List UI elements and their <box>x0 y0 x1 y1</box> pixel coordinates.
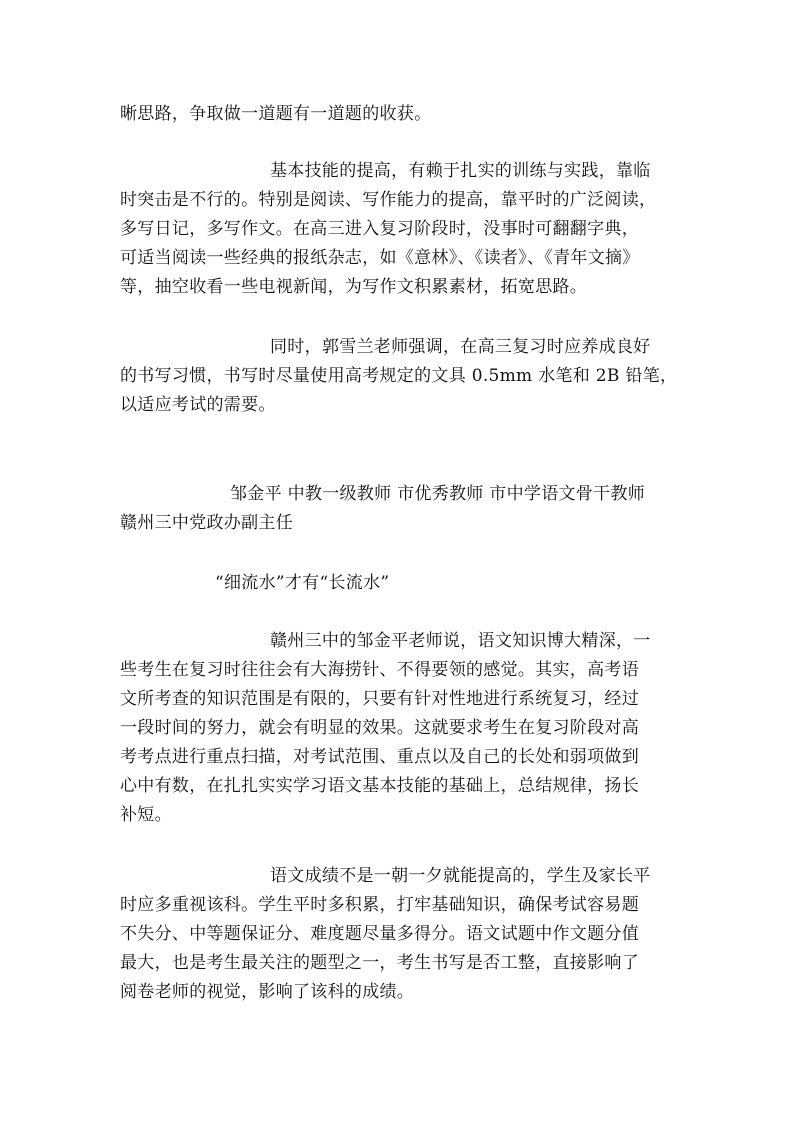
text-line: 的书写习惯，书写时尽量使用高考规定的文具 0.5mm 水笔和 2B 铅笔， <box>120 366 678 386</box>
text-line: 可适当阅读一些经典的报纸杂志，如《意林》、《读者》、《青年文摘》 <box>120 248 640 268</box>
teacher-position: 赣州三中党政办副主任 <box>120 513 293 533</box>
text-line: 同时，郭雪兰老师强调，在高三复习时应养成良好 <box>270 337 651 357</box>
text-line: 晰思路，争取做一道题有一道题的收获。 <box>120 104 432 124</box>
text-line: 补短。 <box>120 805 172 825</box>
text-line: 考考点进行重点扫描，对考试范围、重点以及自己的长处和弱项做到 <box>120 747 639 767</box>
text-line: 等，抽空收看一些电视新闻，为写作文积累素材，拓宽思路。 <box>120 277 588 297</box>
text-line: 语文成绩不是一朝一夕就能提高的，学生及家长平 <box>270 866 651 886</box>
paragraph-basic-skills <box>120 157 680 302</box>
section-title-block <box>120 569 680 598</box>
text-line: 文所考查的知识范围是有限的，只要有针对性地进行系统复习，经过 <box>120 689 639 709</box>
teacher-header <box>120 480 680 538</box>
paragraph-handwriting <box>120 333 680 420</box>
paragraph-continuation <box>120 100 680 129</box>
section-title: “细流水”才有“长流水” <box>215 573 390 593</box>
text-line: 心中有数，在扎扎实实学习语文基本技能的基础上，总结规律，扬长 <box>120 776 639 796</box>
paragraph-scores <box>120 862 680 1007</box>
text-line: 些考生在复习时往往会有大海捞针、不得要领的感觉。其实，高考语 <box>120 660 639 680</box>
paragraph-knowledge-scope <box>120 627 680 830</box>
text-line: 一段时间的努力，就会有明显的效果。这就要求考生在复习阶段对高 <box>120 718 639 738</box>
text-line: 多写日记，多写作文。在高三进入复习阶段时，没事时可翻翻字典， <box>120 219 639 239</box>
text-line: 赣州三中的邹金平老师说，语文知识博大精深，一 <box>270 631 651 651</box>
text-line: 阅卷老师的视觉，影响了该科的成绩。 <box>120 982 415 1002</box>
text-line: 时突击是不行的。特别是阅读、写作能力的提高，靠平时的广泛阅读， <box>120 190 657 210</box>
teacher-credentials: 邹金平 中教一级教师 市优秀教师 市中学语文骨干教师 <box>230 484 646 504</box>
text-line: 以适应考试的需要。 <box>120 395 276 415</box>
text-line: 基本技能的提高，有赖于扎实的训练与实践，靠临 <box>270 161 651 181</box>
text-line: 最大，也是考生最关注的题型之一，考生书写是否工整，直接影响了 <box>120 953 639 973</box>
text-line: 时应多重视该科。学生平时多积累，打牢基础知识，确保考试容易题 <box>120 895 639 915</box>
text-line: 不失分、中等题保证分、难度题尽量多得分。语文试题中作文题分值 <box>120 924 639 944</box>
